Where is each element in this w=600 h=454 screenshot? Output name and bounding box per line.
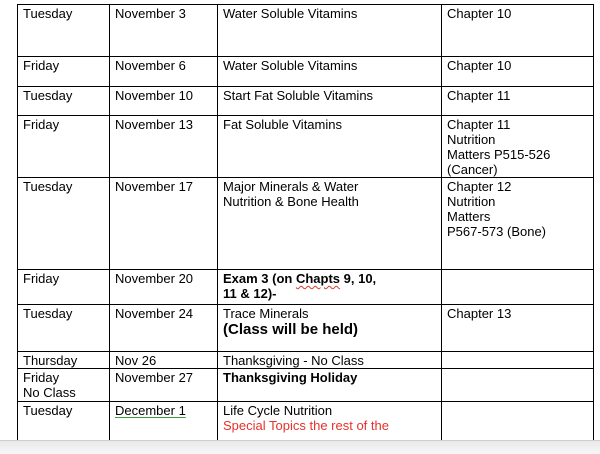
- topic-cell: Start Fat Soluble Vitamins: [218, 87, 442, 116]
- schedule-table: [17, 4, 594, 442]
- date-cell: Nov 26: [110, 352, 218, 369]
- reading-cell: [442, 178, 594, 270]
- topic-cell: Water Soluble Vitamins: [218, 57, 442, 87]
- date-cell: November 6: [110, 57, 218, 87]
- topic-cell: Water Soluble Vitamins: [218, 5, 442, 57]
- date-cell: November 20: [110, 270, 218, 305]
- table-row: [18, 116, 594, 178]
- table-row: [18, 178, 594, 270]
- reading-cell: Chapter 13: [442, 305, 594, 352]
- reading-cell: Chapter 10: [442, 57, 594, 87]
- reading-cell: Chapter 11: [442, 87, 594, 116]
- reading-line: Chapter 12: [447, 179, 512, 194]
- table-row: [18, 352, 594, 369]
- table-row: [18, 5, 594, 57]
- day-cell: Tuesday: [18, 178, 110, 270]
- day-cell: Tuesday: [18, 5, 110, 57]
- reading-line: P567-573 (Bone): [447, 224, 547, 239]
- topic-line: Life Cycle Nutrition: [223, 403, 333, 418]
- topic-cell: [218, 402, 442, 442]
- window-bottom-edge: [0, 440, 600, 454]
- table-row: [18, 57, 594, 87]
- reading-cell: [442, 369, 594, 402]
- day-cell: Friday: [18, 57, 110, 87]
- topic-cell: [218, 305, 442, 352]
- day-cell: [18, 369, 110, 402]
- table-row: [18, 369, 594, 402]
- topic-cell: [218, 178, 442, 270]
- topic-line: Trace Minerals: [223, 306, 309, 321]
- day-cell: Tuesday: [18, 305, 110, 352]
- day-cell: Friday: [18, 116, 110, 178]
- reading-cell: [442, 352, 594, 369]
- reading-line: Matters P515-526: [447, 147, 551, 162]
- exam-line: 11 & 12)-: [223, 286, 277, 301]
- reading-line: Matters: [447, 209, 491, 224]
- table-row: [18, 87, 594, 116]
- reading-cell: [442, 270, 594, 305]
- table-row: [18, 402, 594, 442]
- date-text: December 1: [115, 403, 186, 418]
- date-cell: November 10: [110, 87, 218, 116]
- reading-cell: [442, 402, 594, 442]
- table-row: [18, 305, 594, 352]
- topic-cell: Thanksgiving Holiday: [218, 369, 442, 402]
- topic-cell: Thanksgiving - No Class: [218, 352, 442, 369]
- date-cell: November 13: [110, 116, 218, 178]
- reading-line: Nutrition: [447, 132, 496, 147]
- exam-line: Exam 3 (on Chapts 9, 10,: [223, 271, 377, 286]
- topic-line: Nutrition & Bone Health: [223, 194, 359, 209]
- day-line: No Class: [23, 385, 76, 400]
- topic-cell: [218, 270, 442, 305]
- misspelled-word: Chapts: [295, 271, 341, 286]
- day-cell: Friday: [18, 270, 110, 305]
- day-line: Friday: [23, 370, 60, 385]
- table-row: [18, 270, 594, 305]
- topic-note: (Class will be held): [223, 321, 359, 338]
- topic-cell: Fat Soluble Vitamins: [218, 116, 442, 178]
- reading-line: Chapter 11: [447, 117, 511, 132]
- date-cell: [110, 402, 218, 442]
- date-cell: November 27: [110, 369, 218, 402]
- topic-note-red: Special Topics the rest of the: [223, 418, 389, 433]
- day-cell: Tuesday: [18, 87, 110, 116]
- date-cell: November 17: [110, 178, 218, 270]
- date-cell: November 3: [110, 5, 218, 57]
- day-cell: Thursday: [18, 352, 110, 369]
- reading-line: (Cancer): [447, 162, 498, 177]
- reading-cell: Chapter 10: [442, 5, 594, 57]
- reading-line: Nutrition: [447, 194, 496, 209]
- date-cell: November 24: [110, 305, 218, 352]
- topic-line: Major Minerals & Water: [223, 179, 359, 194]
- reading-cell: [442, 116, 594, 178]
- day-cell: Tuesday: [18, 402, 110, 442]
